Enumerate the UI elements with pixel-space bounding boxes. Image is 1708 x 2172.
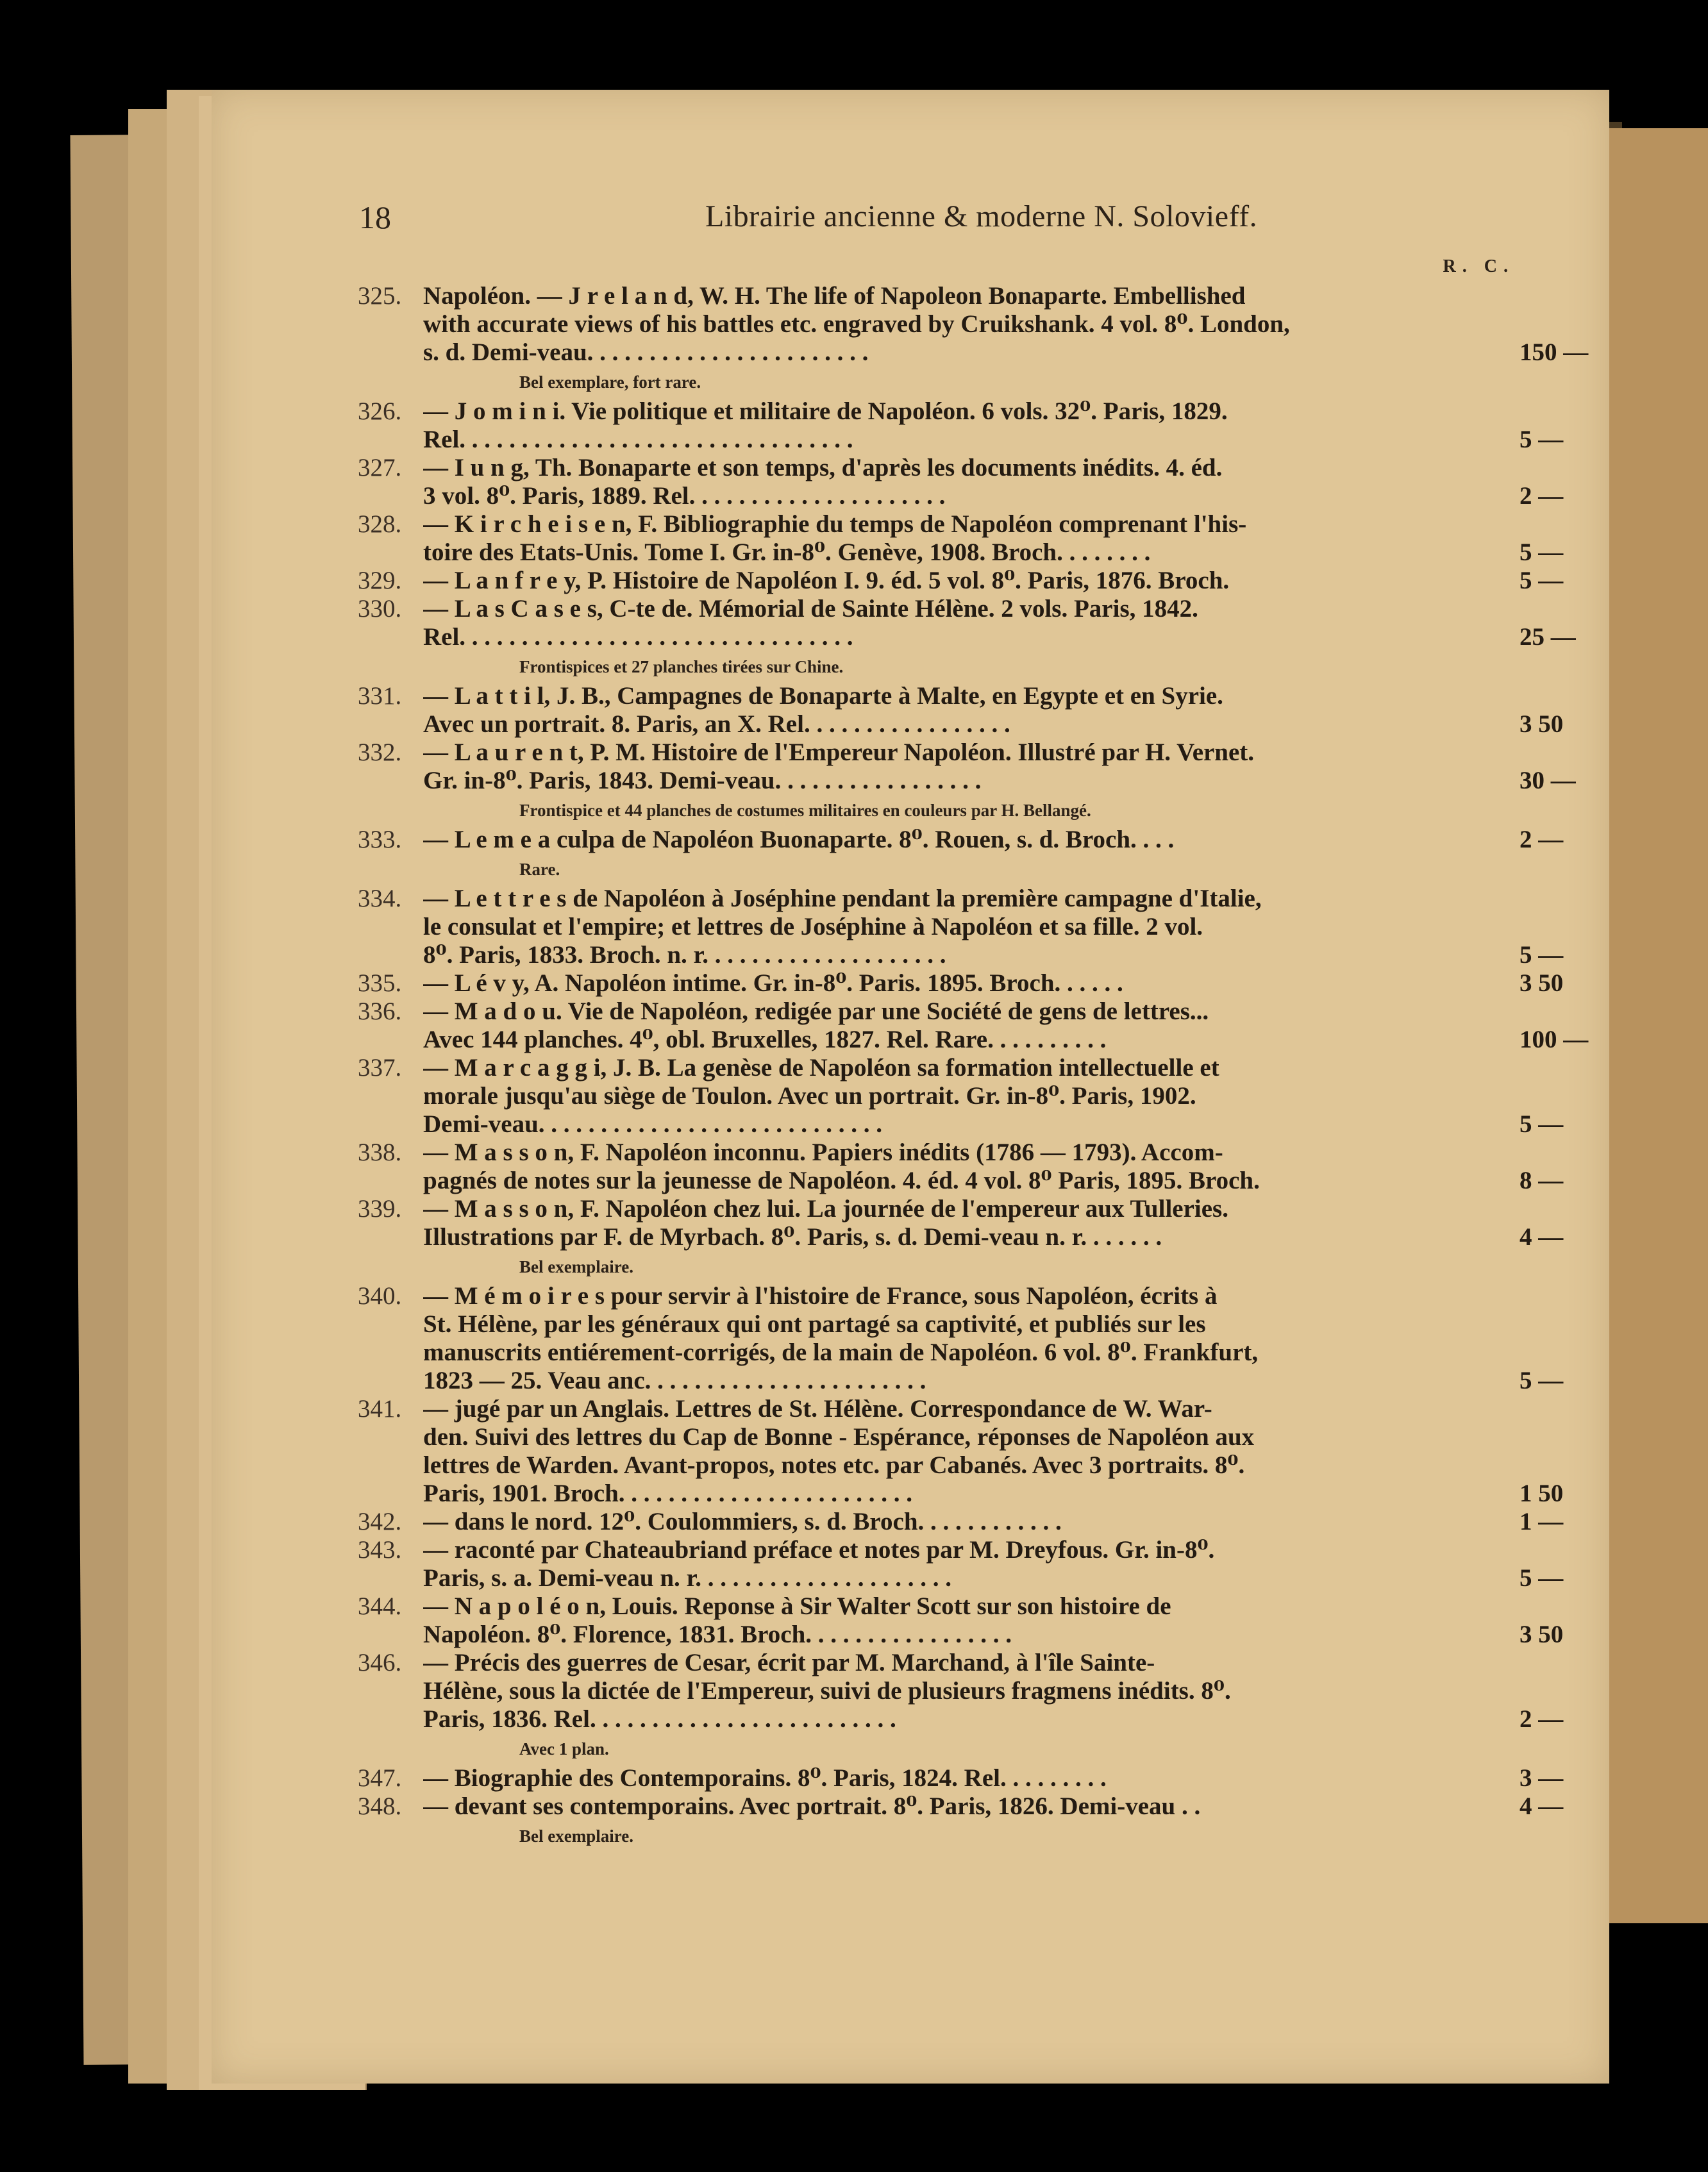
- entry-text: 3 vol. 8⁰. Paris, 1889. Rel. . . . . . . . . . . . . . . . . . . . .: [423, 482, 946, 510]
- entry-line: [212, 282, 1609, 310]
- entry-number: 331.: [358, 682, 402, 710]
- entry-text: Avec un portrait. 8. Paris, an X. Rel. . . . . . . . . . . . . . . . .: [423, 710, 1010, 738]
- entry-text: Paris, s. a. Demi-veau n. r. . . . . . . . . . . . . . . . . . . . .: [423, 1564, 952, 1592]
- entry-price: 25 —: [1520, 623, 1576, 651]
- entry-number: 327.: [358, 454, 402, 481]
- entry-price: 2 —: [1520, 1705, 1564, 1733]
- entry-price: 5 —: [1520, 426, 1564, 453]
- entry-price: 5 —: [1520, 567, 1564, 594]
- running-head: Librairie ancienne & moderne N. Solovieff.: [705, 199, 1258, 233]
- entry-price: 1 —: [1520, 1508, 1564, 1535]
- entry-note-text: Frontispice et 44 planches de costumes militaires en couleurs par H. Bellangé.: [519, 801, 1091, 820]
- entry-note: [212, 367, 1609, 397]
- page-header: [212, 199, 1609, 250]
- entry-number: 339.: [358, 1195, 402, 1223]
- entry-text: manuscrits entiérement-corrigés, de la main de Napoléon. 6 vol. 8⁰. Frankfurt,: [423, 1339, 1259, 1366]
- entry-text: — devant ses contemporains. Avec portrait. 8⁰. Paris, 1826. Demi-veau . .: [423, 1792, 1201, 1820]
- entry-price: 3 50: [1520, 1621, 1564, 1648]
- entry-line: [212, 1195, 1609, 1223]
- entry-text: le consulat et l'empire; et lettres de Joséphine à Napoléon et sa fille. 2 vol.: [423, 913, 1203, 940]
- entry-text: — L a n f r e y, P. Histoire de Napoléon I. 9. éd. 5 vol. 8⁰. Paris, 1876. Broch.: [423, 567, 1230, 594]
- catalogue-entry: [212, 739, 1609, 826]
- entry-line: [212, 310, 1609, 338]
- entry-text: Rel. . . . . . . . . . . . . . . . . . . . . . . . . . . . . . . .: [423, 623, 853, 651]
- entry-text: — Biographie des Contemporains. 8⁰. Paris, 1824. Rel. . . . . . . . .: [423, 1764, 1107, 1792]
- entry-number: 340.: [358, 1282, 402, 1310]
- entry-price: 8 —: [1520, 1167, 1564, 1194]
- entry-text: Napoléon. 8⁰. Florence, 1831. Broch. . . . . . . . . . . . . . . . .: [423, 1621, 1012, 1648]
- entry-line: [212, 454, 1609, 482]
- catalogue-entry: [212, 1395, 1609, 1508]
- entry-text: — J o m i n i. Vie politique et militaire de Napoléon. 6 vols. 32⁰. Paris, 1829.: [423, 397, 1228, 425]
- entry-text: s. d. Demi-veau. . . . . . . . . . . . . . . . . . . . . . .: [423, 338, 869, 366]
- entry-line: [212, 913, 1609, 941]
- entry-line: [212, 1649, 1609, 1677]
- entry-text: — L a s C a s e s, C-te de. Mémorial de Sainte Hélène. 2 vols. Paris, 1842.: [423, 595, 1198, 622]
- entry-line: [212, 1592, 1609, 1621]
- entry-text: 1823 — 25. Veau anc. . . . . . . . . . . . . . . . . . . . . . .: [423, 1367, 926, 1394]
- entry-line: [212, 767, 1609, 795]
- entry-text: den. Suivi des lettres du Cap de Bonne - Espérance, réponses de Napoléon aux: [423, 1423, 1255, 1451]
- entry-text: Napoléon. — J r e l a n d, W. H. The life of Napoleon Bonaparte. Embellished: [423, 282, 1246, 310]
- entry-note: [212, 795, 1609, 826]
- entry-number: 333.: [358, 826, 402, 853]
- entry-number: 337.: [358, 1054, 402, 1082]
- entry-price: 3 50: [1520, 710, 1564, 738]
- entry-note: [212, 1733, 1609, 1764]
- entry-text: — L e m e a culpa de Napoléon Buonaparte. 8⁰. Rouen, s. d. Broch. . . .: [423, 826, 1175, 853]
- page-number: 18: [359, 199, 391, 235]
- entry-price: 3 50: [1520, 969, 1564, 997]
- entry-number: 346.: [358, 1649, 402, 1676]
- entry-number: 326.: [358, 397, 402, 425]
- entry-price: 5 —: [1520, 539, 1564, 566]
- catalogue-entry: [212, 1792, 1609, 1851]
- entry-line: [212, 510, 1609, 539]
- catalogue-entry: [212, 1139, 1609, 1195]
- entry-text: — K i r c h e i s e n, F. Bibliographie du temps de Napoléon comprenant l'his-: [423, 510, 1247, 538]
- entry-note: [212, 854, 1609, 885]
- entry-text: Paris, 1901. Broch. . . . . . . . . . . . . . . . . . . . . . . .: [423, 1480, 913, 1507]
- entry-price: 30 —: [1520, 767, 1576, 794]
- entry-note-text: Bel exemplare, fort rare.: [519, 372, 701, 392]
- entry-text: — L é v y, A. Napoléon intime. Gr. in-8⁰. Paris. 1895. Broch. . . . . .: [423, 969, 1123, 997]
- entry-text: — raconté par Chateaubriand préface et notes par M. Dreyfous. Gr. in-8⁰.: [423, 1536, 1215, 1564]
- catalogue-entry: [212, 567, 1609, 595]
- entry-note: [212, 1821, 1609, 1851]
- catalogue-entry: [212, 1054, 1609, 1139]
- entry-line: [212, 826, 1609, 854]
- catalogue-entry: [212, 595, 1609, 682]
- entry-line: [212, 1508, 1609, 1536]
- entry-line: [212, 1480, 1609, 1508]
- entry-note: [212, 1251, 1609, 1282]
- entry-number: 334.: [358, 885, 402, 912]
- entry-price: 5 —: [1520, 1564, 1564, 1592]
- entry-text: morale jusqu'au siège de Toulon. Avec un portrait. Gr. in-8⁰. Paris, 1902.: [423, 1082, 1196, 1110]
- entry-text: Demi-veau. . . . . . . . . . . . . . . . . . . . . . . . . . . .: [423, 1110, 883, 1138]
- entry-number: 328.: [358, 510, 402, 538]
- entry-line: [212, 1026, 1609, 1054]
- entry-number: 338.: [358, 1139, 402, 1166]
- entry-number: 347.: [358, 1764, 402, 1792]
- entry-line: [212, 1310, 1609, 1339]
- entry-number: 329.: [358, 567, 402, 594]
- entry-line: [212, 1282, 1609, 1310]
- entry-text: — M a s s o n, F. Napoléon inconnu. Papiers inédits (1786 — 1793). Accom-: [423, 1139, 1223, 1166]
- entry-line: [212, 1110, 1609, 1139]
- entry-number: 336.: [358, 998, 402, 1025]
- entry-line: [212, 1082, 1609, 1110]
- entry-text: Paris, 1836. Rel. . . . . . . . . . . . . . . . . . . . . . . . .: [423, 1705, 896, 1733]
- entry-text: — M a d o u. Vie de Napoléon, redigée par une Société de gens de lettres...: [423, 998, 1209, 1025]
- entry-text: with accurate views of his battles etc. engraved by Cruikshank. 4 vol. 8⁰. London,: [423, 310, 1290, 338]
- catalogue-entry: [212, 1508, 1609, 1536]
- catalogue-entry: [212, 397, 1609, 454]
- entry-number: 325.: [358, 282, 402, 310]
- entry-note-text: Bel exemplaire.: [519, 1257, 633, 1276]
- entry-number: 348.: [358, 1792, 402, 1820]
- entry-text: Avec 144 planches. 4⁰, obl. Bruxelles, 1827. Rel. Rare. . . . . . . . . .: [423, 1026, 1107, 1053]
- entry-line: [212, 710, 1609, 739]
- entry-line: [212, 338, 1609, 367]
- catalogue-entry: [212, 1649, 1609, 1764]
- entry-number: 344.: [358, 1592, 402, 1620]
- entry-price: 4 —: [1520, 1792, 1564, 1820]
- entry-price: 5 —: [1520, 941, 1564, 969]
- entry-text: pagnés de notes sur la jeunesse de Napoléon. 4. éd. 4 vol. 8⁰ Paris, 1895. Broch.: [423, 1167, 1260, 1194]
- entry-text: — jugé par un Anglais. Lettres de St. Hélène. Correspondance de W. War-: [423, 1395, 1212, 1423]
- entry-line: [212, 1423, 1609, 1451]
- catalogue-entry: [212, 1195, 1609, 1282]
- entry-text: — I u n g, Th. Bonaparte et son temps, d'après les documents inédits. 4. éd.: [423, 454, 1223, 481]
- entry-text: — M a s s o n, F. Napoléon chez lui. La journée de l'empereur aux Tulleries.: [423, 1195, 1228, 1223]
- entry-price: 100 —: [1520, 1026, 1589, 1053]
- entry-price: 3 —: [1520, 1764, 1564, 1792]
- entry-price: 5 —: [1520, 1110, 1564, 1138]
- entry-text: — Précis des guerres de Cesar, écrit par M. Marchand, à l'île Sainte-: [423, 1649, 1155, 1676]
- entry-line: [212, 1564, 1609, 1592]
- catalogue-entry: [212, 1592, 1609, 1649]
- catalogue-entry: [212, 1764, 1609, 1792]
- entry-line: [212, 1054, 1609, 1082]
- entry-text: — L e t t r e s de Napoléon à Joséphine pendant la première campagne d'Italie,: [423, 885, 1262, 912]
- entry-price: 150 —: [1520, 338, 1589, 366]
- entry-price: 2 —: [1520, 826, 1564, 853]
- entry-text: toire des Etats-Unis. Tome I. Gr. in-8⁰. Genève, 1908. Broch. . . . . . . .: [423, 539, 1151, 566]
- price-column-header: R. C.: [1443, 256, 1514, 276]
- entry-text: — dans le nord. 12⁰. Coulommiers, s. d. Broch. . . . . . . . . . . .: [423, 1508, 1062, 1535]
- entry-line: [212, 682, 1609, 710]
- entry-line: [212, 1451, 1609, 1480]
- entry-line: [212, 426, 1609, 454]
- entry-text: 8⁰. Paris, 1833. Broch. n. r. . . . . . . . . . . . . . . . . . . .: [423, 941, 946, 969]
- catalogue-entry: [212, 1536, 1609, 1592]
- entry-number: 332.: [358, 739, 402, 766]
- entry-line: [212, 567, 1609, 595]
- entry-line: [212, 941, 1609, 969]
- entry-line: [212, 1167, 1609, 1195]
- entry-list: [212, 282, 1609, 1851]
- entry-text: Rel. . . . . . . . . . . . . . . . . . . . . . . . . . . . . . . .: [423, 426, 853, 453]
- entry-line: [212, 1339, 1609, 1367]
- entry-line: [212, 1223, 1609, 1251]
- entry-line: [212, 1536, 1609, 1564]
- entry-price: 5 —: [1520, 1367, 1564, 1394]
- entry-line: [212, 623, 1609, 651]
- entry-price: 1 50: [1520, 1480, 1564, 1507]
- entry-line: [212, 998, 1609, 1026]
- catalogue-entry: [212, 969, 1609, 998]
- catalogue-entry: [212, 998, 1609, 1054]
- entry-line: [212, 969, 1609, 998]
- entry-text: — L a u r e n t, P. M. Histoire de l'Empereur Napoléon. Illustré par H. Vernet.: [423, 739, 1255, 766]
- entry-note-text: Rare.: [519, 860, 560, 879]
- entry-note-text: Avec 1 plan.: [519, 1739, 609, 1758]
- entry-note-text: Frontispices et 27 planches tirées sur Chine.: [519, 657, 844, 676]
- entry-text: Illustrations par F. de Myrbach. 8⁰. Paris, s. d. Demi-veau n. r. . . . . . .: [423, 1223, 1162, 1251]
- catalogue-entry: [212, 826, 1609, 885]
- entry-line: [212, 1367, 1609, 1395]
- entry-line: [212, 1705, 1609, 1733]
- entry-text: — N a p o l é o n, Louis. Reponse à Sir Walter Scott sur son histoire de: [423, 1592, 1171, 1620]
- catalogue-entry: [212, 282, 1609, 397]
- entry-line: [212, 1764, 1609, 1792]
- entry-price: 4 —: [1520, 1223, 1564, 1251]
- entry-text: — M é m o i r e s pour servir à l'histoire de France, sous Napoléon, écrits à: [423, 1282, 1218, 1310]
- catalogue-entry: [212, 1282, 1609, 1395]
- entry-line: [212, 1792, 1609, 1821]
- entry-text: Hélène, sous la dictée de l'Empereur, suivi de plusieurs fragmens inédits. 8⁰.: [423, 1677, 1231, 1705]
- entry-line: [212, 1395, 1609, 1423]
- entry-line: [212, 482, 1609, 510]
- entry-note-text: Bel exemplaire.: [519, 1826, 633, 1846]
- catalogue-entry: [212, 454, 1609, 510]
- entry-line: [212, 885, 1609, 913]
- entry-line: [212, 1139, 1609, 1167]
- catalogue-entry: [212, 510, 1609, 567]
- entry-line: [212, 539, 1609, 567]
- entry-number: 343.: [358, 1536, 402, 1564]
- entry-note: [212, 651, 1609, 682]
- catalogue-entry: [212, 885, 1609, 969]
- entry-line: [212, 1621, 1609, 1649]
- entry-line: [212, 1677, 1609, 1705]
- entry-number: 341.: [358, 1395, 402, 1423]
- entry-text: lettres de Warden. Avant-propos, notes etc. par Cabanés. Avec 3 portraits. 8⁰.: [423, 1451, 1245, 1479]
- entry-text: — M a r c a g g i, J. B. La genèse de Napoléon sa formation intellectuelle et: [423, 1054, 1219, 1082]
- entry-price: 2 —: [1520, 482, 1564, 510]
- catalogue-page: [212, 90, 1609, 2084]
- entry-text: — L a t t i l, J. B., Campagnes de Bonaparte à Malte, en Egypte et en Syrie.: [423, 682, 1223, 710]
- entry-line: [212, 397, 1609, 426]
- entry-number: 342.: [358, 1508, 402, 1535]
- entry-number: 330.: [358, 595, 402, 622]
- entry-text: Gr. in-8⁰. Paris, 1843. Demi-veau. . . . . . . . . . . . . . . . .: [423, 767, 982, 794]
- entry-number: 335.: [358, 969, 402, 997]
- entry-line: [212, 595, 1609, 623]
- entry-line: [212, 739, 1609, 767]
- entry-text: St. Hélène, par les généraux qui ont partagé sa captivité, et publiés sur les: [423, 1310, 1206, 1338]
- catalogue-entry: [212, 682, 1609, 739]
